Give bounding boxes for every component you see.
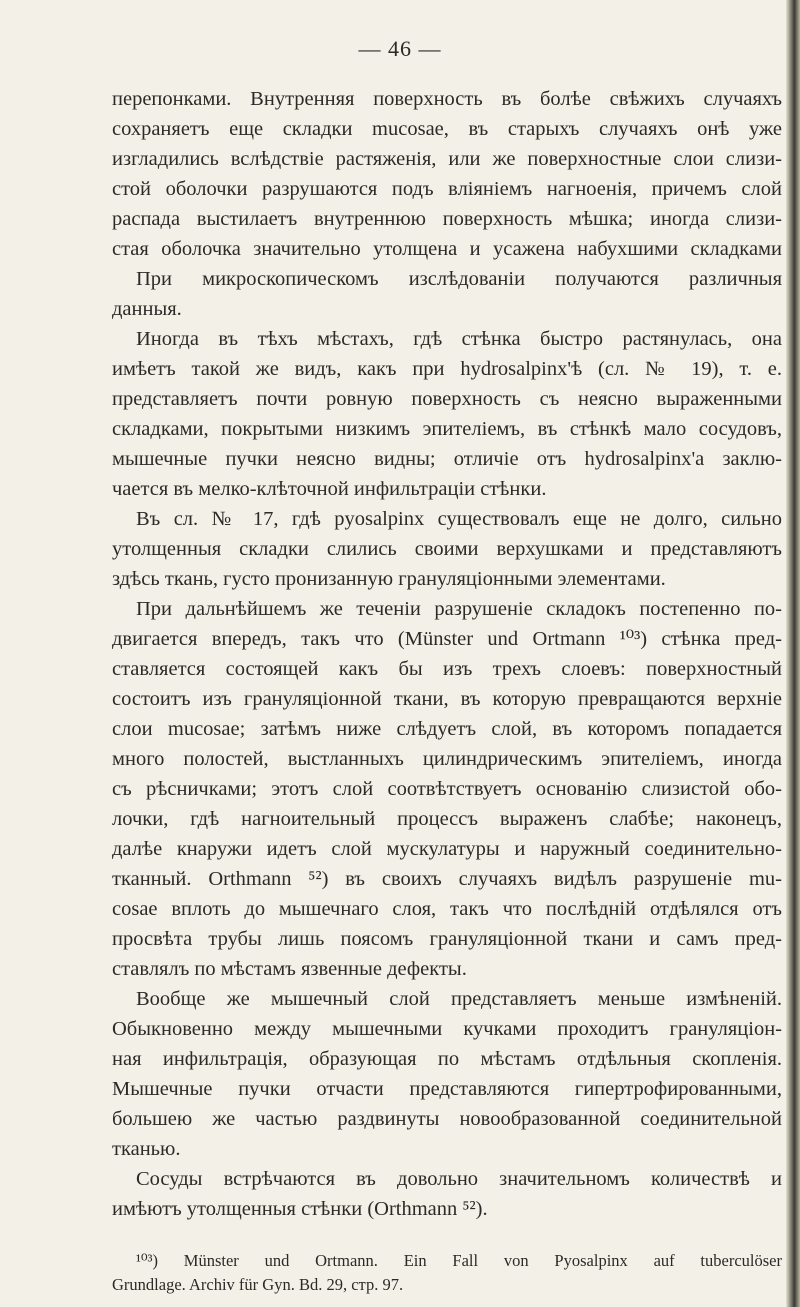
text-line: Сосуды встрѣчаются въ довольно значительномъ количествѣ и [136,1168,782,1190]
footnotes [112,1249,782,1297]
text-line: Вообще же мышечный слой представляетъ меньше измѣненій. [136,988,782,1010]
text-line: ставлялъ по мѣстамъ язвенные дефекты. [112,958,467,980]
text-line: сохраняетъ еще складки mucosae, въ старыхъ случаяхъ онѣ уже [112,118,782,140]
text-line: тканью. [112,1138,181,1160]
text-line: распада выстилаетъ внутреннюю поверхность мѣшка; иногда слизи- [112,208,782,230]
text-line: При микроскопическомъ изслѣдованіи получаются различныя [136,268,782,290]
text-line: большею же частью раздвинуты новообразованной соединительной [112,1108,782,1130]
text-line: имѣетъ такой же видъ, какъ при hydrosalpinx'ѣ (сл. № 19), т. е. [112,358,782,380]
text-line: перепонками. Внутренняя поверхность въ болѣе свѣжихъ случаяхъ [112,88,782,110]
text-line: мышечные пучки неясно видны; отличіе отъ hydrosalpinx'а заклю- [112,448,782,470]
text-line: стой оболочки разрушаются подъ вліяніемъ нагноенія, причемъ слой [112,178,782,200]
text-line: складками, покрытыми низкимъ эпителіемъ, въ стѣнкѣ мало сосудовъ, [112,418,782,440]
page-edge-shadow [786,0,800,1307]
text-line: При дальнѣйшемъ же теченіи разрушеніе складокъ постепенно по- [136,598,782,620]
text-line: съ рѣсничками; этотъ слой соотвѣтствуетъ основанію слизистой обо- [112,778,782,800]
text-line: состоитъ изъ грануляціонной ткани, въ которую превращаются верхніе [112,688,782,710]
text-line: ставляется состоящей какъ бы изъ трехъ слоевъ: поверхностный [112,658,782,680]
text-line: слои mucosae; затѣмъ ниже слѣдуетъ слой, въ которомъ попадается [112,718,782,740]
text-line: утолщенныя складки слились своими верхушками и представляютъ [112,538,782,560]
text-line: тканный. Orthmann ⁵²) въ своихъ случаяхъ видѣлъ разрушеніе mu- [112,868,782,890]
page-number: — 46 — [358,36,442,61]
text-line: Иногда въ тѣхъ мѣстахъ, гдѣ стѣнка быстро растянулась, она [136,328,782,350]
text-line: ная инфильтрація, образующая по мѣстамъ отдѣльныя скопленія. [112,1048,782,1070]
text-line: лочки, гдѣ нагноительный процессъ выраженъ слабѣе; наконецъ, [112,808,782,830]
text-line: данныя. [112,298,182,320]
text-line: просвѣта трубы лишь поясомъ грануляціонной ткани и самъ пред- [112,928,782,950]
text-line: Мышечные пучки отчасти представляются гипертрофированными, [112,1078,782,1100]
text-line: cosae вплоть до мышечнаго слоя, такъ что послѣдній отдѣлялся отъ [112,898,782,920]
footnote-line: ¹⁰³) Münster und Ortmann. Ein Fall von Pyosalpinx auf tuberculöser [136,1251,782,1270]
text-line: представляетъ почти ровную поверхность съ неясно выраженными [112,388,782,410]
text-line: изгладились вслѣдствіе растяженія, или же поверхностные слои слизи- [112,148,782,170]
text-line: Обыкновенно между мышечными кучками проходитъ грануляціон- [112,1018,782,1040]
body-text [112,84,782,1224]
text-line: здѣсь ткань, густо пронизанную грануляціонными элементами. [112,568,666,590]
text-line: далѣе кнаружи идетъ слой мускулатуры и наружный соединительно- [112,838,782,860]
text-line: много полостей, выстланныхъ цилиндрическимъ эпителіемъ, иногда [112,748,782,770]
text-line: стая оболочка значительно утолщена и усажена набухшими складками [112,238,782,260]
text-line: имѣютъ утолщенныя стѣнки (Orthmann ⁵²). [112,1198,488,1220]
footnote-line: Grundlage. Archiv für Gyn. Bd. 29, стр. 97. [112,1275,404,1294]
text-line: Въ сл. № 17, гдѣ pyosalpinx существовалъ еще не долго, сильно [136,508,782,530]
text-line: чается въ мелко-клѣточной инфильтраціи стѣнки. [112,478,547,500]
text-line: двигается впередъ, такъ что (Münster und Ortmann ¹⁰³) стѣнка пред- [112,628,782,650]
